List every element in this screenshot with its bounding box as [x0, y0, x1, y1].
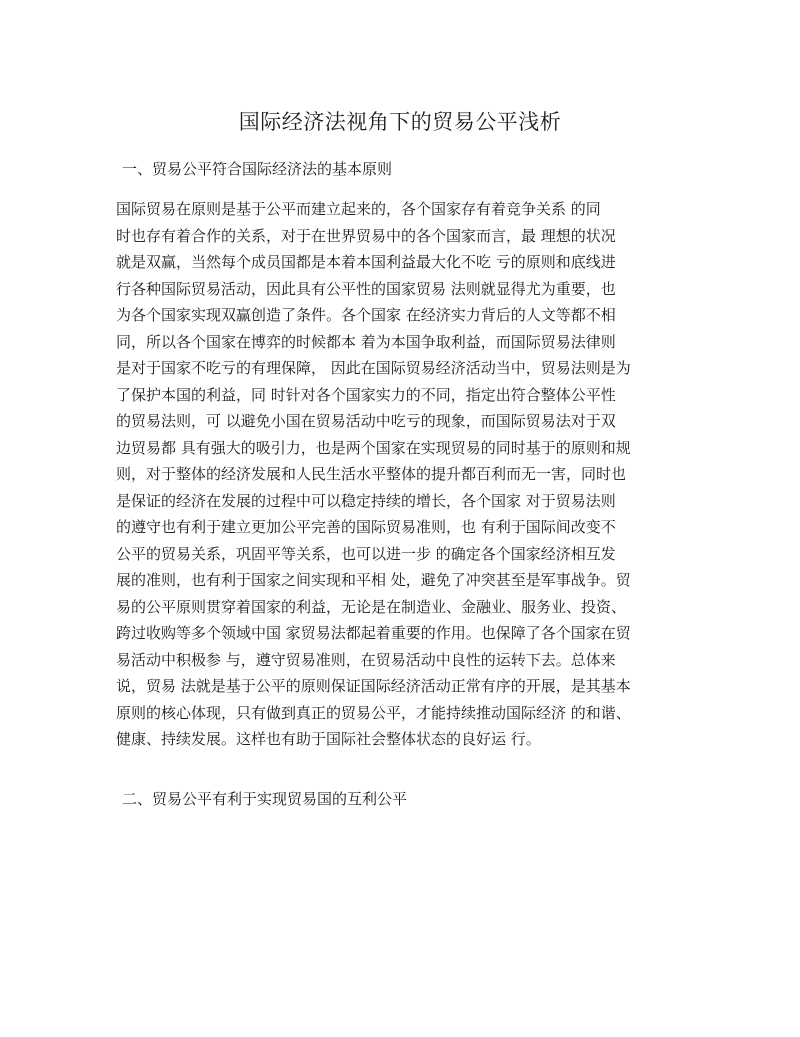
body-line: 易活动中积极参 与，遵守贸易准则，在贸易活动中良性的运转下去。总体来: [116, 650, 616, 669]
body-line: 的贸易法则，可 以避免小国在贸易活动中吃亏的现象，而国际贸易法对于双: [116, 412, 616, 430]
body-line: 行各种国际贸易活动，因此具有公平性的国家贸易 法则就显得尤为重要，也: [116, 279, 616, 298]
body-line: 则，对于整体的经济发展和人民生活水平整体的提升都百利而无一害，同时也: [116, 465, 627, 483]
body-line: 同，所以各个国家在博弈的时候都本 着为本国争取利益，而国际贸易法律则: [116, 332, 616, 351]
body-line: 公平的贸易关系，巩固平等关系，也可以进一步 的确定各个国家经济相互发: [116, 544, 616, 563]
body-line: 展的准则，也有利于国家之间实现和平相 处，避免了冲突甚至是军事战争。贸: [116, 571, 631, 589]
section-heading-1: 一、贸易公平符合国际经济法的基本原则: [122, 160, 393, 178]
body-line: 为各个国家实现双赢创造了条件。各个国家 在经济实力背后的人文等都不相: [116, 306, 616, 324]
section-1-body: [116, 196, 656, 753]
body-line: 了保护本国的利益，同 时针对各个国家实力的不同，指定出符合整体公平性: [116, 385, 616, 404]
body-line: 说，贸易 法就是基于公平的原则保证国际经济活动正常有序的开展，是其基本: [116, 677, 631, 695]
body-line: 跨过收购等多个领域中国 家贸易法都起着重要的作用。也保障了各个国家在贸: [116, 624, 631, 642]
body-line: 国际贸易在原则是基于公平而建立起来的，各个国家存有着竞争关系 的同: [116, 200, 601, 218]
body-line: 健康、持续发展。这样也有助于国际社会整体状态的良好运 行。: [116, 730, 541, 748]
section-heading-2: 二、贸易公平有利于实现贸易国的互利公平: [122, 790, 408, 808]
body-line: 就是双赢，当然每个成员国都是本着本国利益最大化不吃 亏的原则和底线进: [116, 253, 616, 271]
body-line: 是保证的经济在发展的过程中可以稳定持续的增长，各个国家 对于贸易法则: [116, 491, 616, 510]
body-line: 是对于国家不吃亏的有理保障， 因此在国际贸易经济活动当中，贸易法则是为: [116, 359, 631, 377]
body-line: 边贸易都 具有强大的吸引力，也是两个国家在实现贸易的同时基于的原则和规: [116, 438, 631, 457]
document-title: 国际经济法视角下的贸易公平浅析: [238, 110, 562, 134]
body-line: 原则的核心体现，只有做到真正的贸易公平，才能持续推动国际经济 的和谐、: [116, 703, 631, 722]
body-line: 时也存有着合作的关系，对于在世界贸易中的各个国家而言，最 理想的状况: [116, 226, 616, 245]
body-line: 易的公平原则贯穿着国家的利益，无论是在制造业、金融业、服务业、投资、: [116, 597, 627, 616]
body-line: 的遵守也有利于建立更加公平完善的国际贸易准则，也 有利于国际间改变不: [116, 518, 616, 536]
